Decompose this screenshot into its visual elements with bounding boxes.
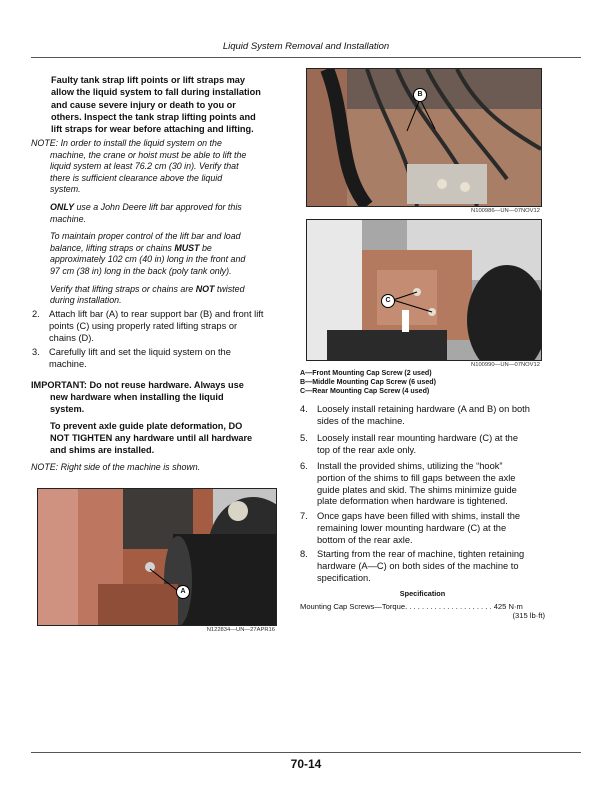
note-text: twisted xyxy=(216,283,245,294)
important-line: and shims are installed. xyxy=(50,444,155,455)
step-line: Install the provided shims, utilizing the “hook” xyxy=(317,461,503,471)
step-number: 8. xyxy=(300,549,308,559)
step-number: 3. xyxy=(32,347,40,357)
step-line: remaining lower mounting hardware (C) at the xyxy=(317,522,507,533)
legend-item: A—Front Mounting Cap Screw (2 used) xyxy=(300,369,432,377)
important-line: NOT TIGHTEN any hardware until all hardware xyxy=(50,433,253,444)
note-text: use a John Deere lift bar approved for this xyxy=(76,201,242,212)
callout-a: A xyxy=(176,585,190,599)
step-number: 7. xyxy=(300,511,308,521)
note-text: be xyxy=(201,242,212,253)
figure-1-id: N122834—UN—27APR16 xyxy=(206,627,275,633)
step-line: Starting from the rear of machine, tighten retaining xyxy=(317,549,525,559)
step-line: Carefully lift and set the liquid system on the xyxy=(49,347,231,357)
photo-rear-screws xyxy=(307,220,541,360)
step-line: points (C) using properly rated lifting straps or xyxy=(49,320,238,331)
specification-title: Specification xyxy=(399,589,446,598)
page-number: 70-14 xyxy=(290,757,322,771)
step-line: bottom of the rear axle. xyxy=(317,534,413,545)
page-header-title: Liquid System Removal and Installation xyxy=(222,41,390,52)
important-line: To prevent axle guide plate deformation, DO xyxy=(50,421,243,432)
callout-c: C xyxy=(381,294,395,308)
specification-item-imperial: (315 lb·ft) xyxy=(512,611,545,620)
warning-line: Faulty tank strap lift points or lift straps may xyxy=(51,75,245,85)
note-line: system. xyxy=(50,184,81,195)
specification-item: Mounting Cap Screws—Torque. . . . . . . . . . . . . . . . . . . . . 425 N·m xyxy=(300,602,523,611)
note-line: To maintain proper control of the lift bar and load xyxy=(50,231,241,242)
note-line: machine, the crane or hoist must be able to lift the xyxy=(50,149,247,160)
figure-legend xyxy=(300,369,545,396)
step-line: sides of the machine. xyxy=(317,415,405,426)
step-line: portion of the shims to fill gaps between the axle xyxy=(317,472,516,483)
note-emphasis: MUST xyxy=(174,242,200,253)
note-emphasis: NOT xyxy=(195,283,215,294)
note-line: approximately 102 cm (40 in) long in the front and xyxy=(50,254,246,265)
legend-item: C—Rear Mounting Cap Screw (4 used) xyxy=(300,387,430,395)
note-line: 97 cm (38 in) long in the back (poly tank only). xyxy=(50,265,232,276)
figure-middle-screws xyxy=(306,68,542,207)
figure-rear-screws xyxy=(306,219,542,361)
figure-2-id: N100986—UN—07NOV12 xyxy=(471,208,540,214)
step-5 xyxy=(300,433,550,459)
step-line: plate deformation when hardware is tightened. xyxy=(317,496,508,507)
step-line: Loosely install rear mounting hardware (C) at the xyxy=(317,433,519,443)
important-line: new hardware when installing the liquid xyxy=(50,391,224,402)
note-line: machine. xyxy=(50,213,87,224)
safety-warning xyxy=(51,74,283,135)
warning-line: others. Inspect the tank strap lifting points and xyxy=(51,111,256,122)
step-7 xyxy=(300,511,550,549)
step-4 xyxy=(300,404,550,430)
step-line: chains (D). xyxy=(49,332,94,343)
important-notice xyxy=(31,380,291,457)
note-right-side: NOTE: Right side of the machine is shown. xyxy=(31,462,201,472)
important-line: IMPORTANT: Do not reuse hardware. Always use xyxy=(31,380,244,390)
step-line: top of the rear axle only. xyxy=(317,444,417,455)
important-line: system. xyxy=(50,403,85,414)
step-line: guide plates and skid. The shims minimize guide xyxy=(317,484,517,495)
step-line: machine. xyxy=(49,358,87,369)
warning-line: allow the liquid system to fall during installation xyxy=(51,87,261,98)
note-emphasis: ONLY xyxy=(50,201,74,212)
step-number: 4. xyxy=(300,404,308,414)
step-number: 2. xyxy=(32,309,40,319)
step-line: specification. xyxy=(317,572,371,583)
step-number: 5. xyxy=(300,433,308,443)
step-8 xyxy=(300,549,550,587)
footer-rule xyxy=(31,752,581,753)
note-text: balance, lifting straps or chains xyxy=(50,242,172,253)
step-line: Once gaps have been filled with shims, install the xyxy=(317,511,521,521)
note-text: Verify that lifting straps or chains are xyxy=(50,283,194,294)
figure-3-id: N100990—UN—07NOV12 xyxy=(471,362,540,368)
warning-line: lift straps for wear before attaching and lifting. xyxy=(51,124,254,135)
figure-tank-mount xyxy=(37,488,277,626)
note-line: NOTE: In order to install the liquid system on the xyxy=(31,138,222,148)
note-line: liquid system at least 76.2 cm (30 in). Verify that xyxy=(50,161,239,172)
step-line: Loosely install retaining hardware (A and B) on both xyxy=(317,404,530,414)
note-line: during installation. xyxy=(50,295,122,306)
step-2 xyxy=(32,309,287,349)
step-3 xyxy=(32,347,287,375)
photo-tank-mount xyxy=(38,489,276,625)
header-rule xyxy=(31,57,581,58)
step-6 xyxy=(300,461,550,511)
step-line: hardware (A—C) on both sides of the machine to xyxy=(317,560,519,571)
step-line: Attach lift bar (A) to rear support bar (B) and front lift xyxy=(49,309,264,319)
legend-item: B—Middle Mounting Cap Screw (6 used) xyxy=(300,378,436,386)
note-line: there is sufficient clearance above the liquid xyxy=(50,172,223,183)
note-crane-lift xyxy=(31,138,291,313)
callout-b: B xyxy=(413,88,427,102)
warning-line: and cause severe injury or death to you or xyxy=(51,99,236,110)
step-number: 6. xyxy=(300,461,308,471)
